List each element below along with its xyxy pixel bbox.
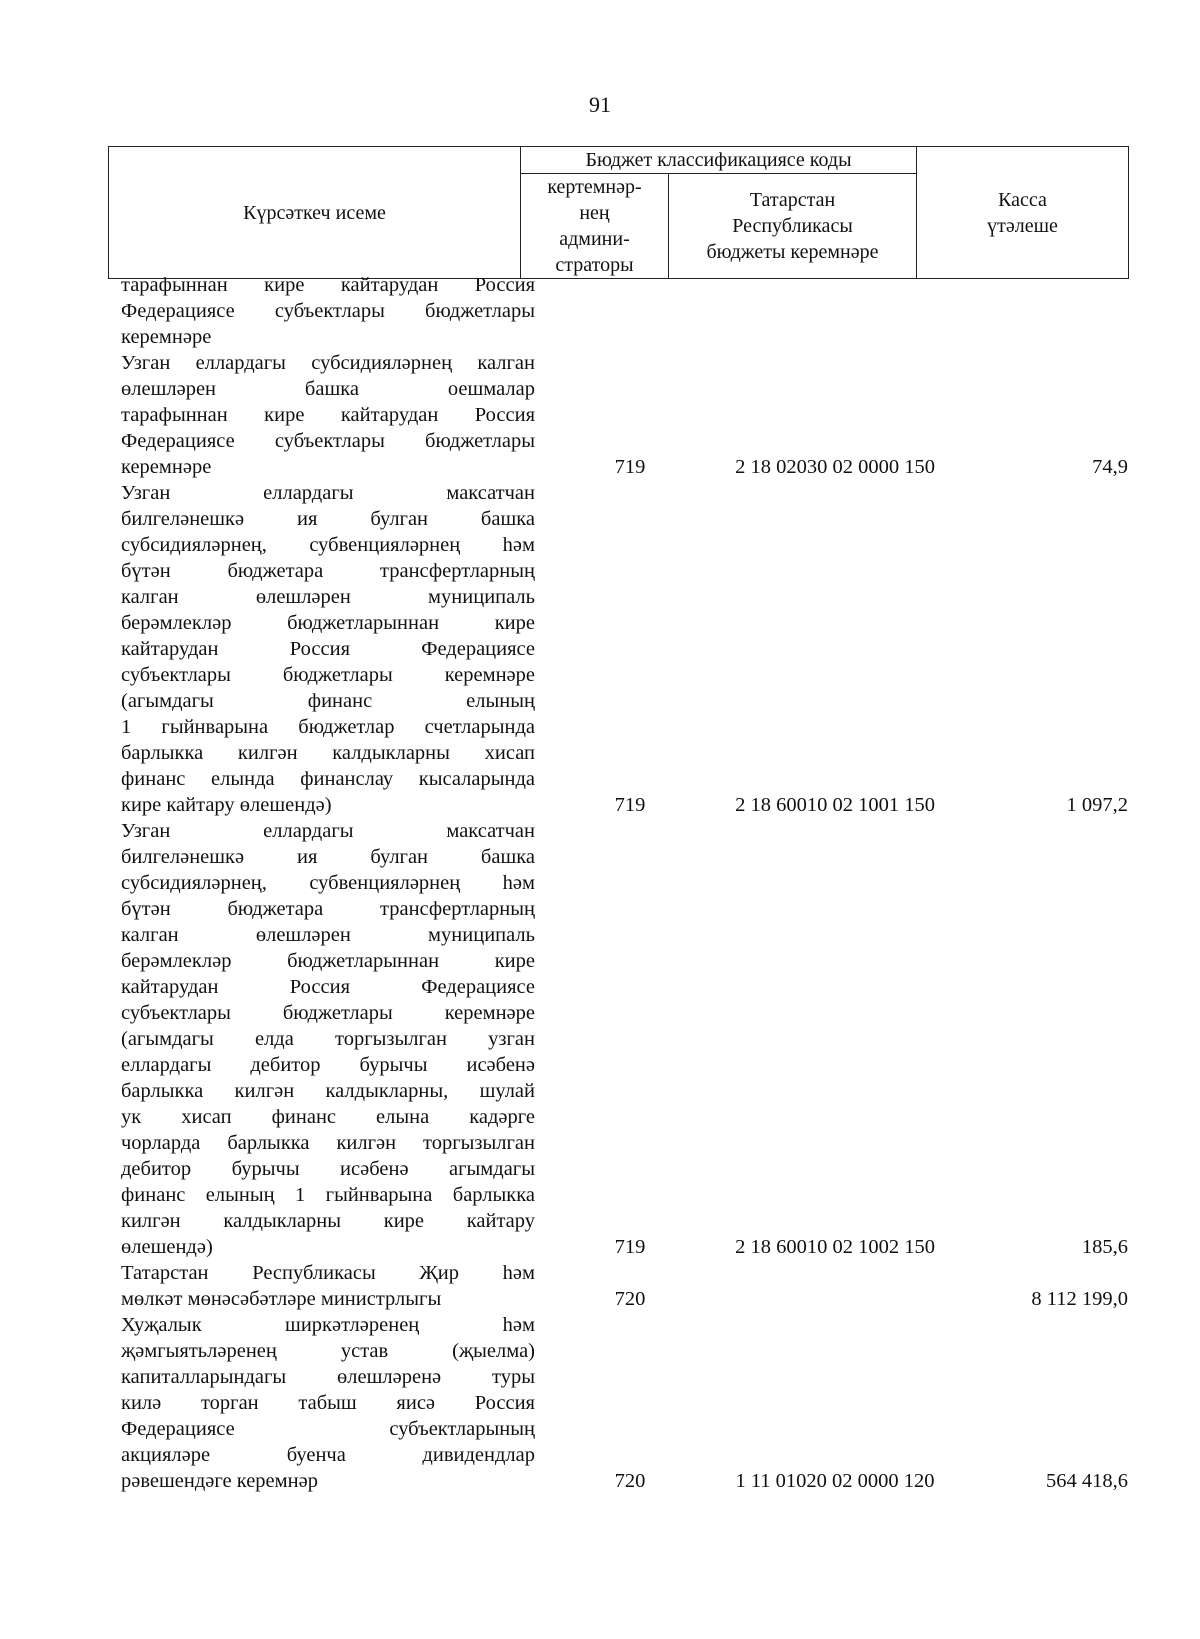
table-header [108,146,1129,279]
row-indicator-line: килгән калдыкларны кире кайтару [121,1210,535,1232]
row-indicator-line: билгеләнешкә ия булган башка [121,508,535,530]
row-indicator-line: барлыкка килгән калдыкларны хисап [121,742,535,764]
row-indicator-line: Хуҗалык ширкәтләренең һәм [121,1314,535,1336]
header-revenue-line-3: бюджеты керемнәре [706,241,879,263]
row-revenue-code: 2 18 02030 02 0000 150 [735,456,935,478]
row-indicator-line: Узган еллардагы субсидияләрнең калган [121,352,535,374]
row-indicator-line: Федерациясе субъектлары бюджетлары [121,430,535,452]
row-indicator-line: субсидияләрнең, субвенцияләрнең һәм [121,872,535,894]
row-indicator-line: өлешендә) [121,1236,213,1258]
row-indicator-line: Татарстан Республикасы Җир һәм [121,1262,535,1284]
row-cash-amount: 1 097,2 [1066,794,1128,816]
row-indicator-line: берәмлекләр бюджетларыннан кире [121,950,535,972]
header-admin-line-4: страторы [555,254,634,276]
header-admin-line-1: кертемнәр- [547,176,642,198]
row-indicator-line: субъектлары бюджетлары керемнәре [121,1002,535,1024]
header-admin-line-3: админи- [559,228,630,250]
row-indicator-line: килә торган табыш яисә Россия [121,1392,535,1414]
row-indicator-line: мөлкәт мөнәсәбәтләре министрлыгы [121,1288,442,1310]
header-admin-line-2: нең [579,202,610,224]
header-budget-code-group: Бюджет классификациясе коды [521,147,917,174]
page-number: 91 [589,92,611,117]
row-indicator-line: Федерациясе субъектлары бюджетлары [121,300,535,322]
row-cash-amount: 74,9 [1092,456,1128,478]
row-indicator-name [121,1312,535,1494]
header-admin-code [521,174,669,279]
header-revenue-code [669,174,917,279]
row-indicator-name [121,350,535,480]
row-indicator-line: бүтән бюджетара трансфертларның [121,898,535,920]
header-cash-execution [917,147,1129,279]
row-indicator-line: калган өлешләрен муниципаль [121,586,535,608]
row-indicator-name [121,1260,535,1312]
row-indicator-line: билгеләнешкә ия булган башка [121,846,535,868]
header-revenue-line-1: Татарстан [749,189,836,211]
row-indicator-line: тарафыннан кире кайтарудан Россия [121,404,535,426]
row-admin-code: 719 [614,1236,646,1258]
row-indicator-line: субсидияләрнең, субвенцияләрнең һәм [121,534,535,556]
row-indicator-line: кире кайтару өлешендә) [121,794,332,816]
row-indicator-line: Федерациясе субъектларының [121,1418,535,1440]
row-indicator-line: финанс елында финанслау кысаларында [121,768,535,790]
header-cash-line-1: Касса [998,188,1047,211]
row-indicator-name [121,272,535,350]
row-indicator-name [121,818,535,1260]
row-indicator-line: акцияләре буенча дивидендлар [121,1444,535,1466]
row-indicator-line: барлыкка килгән калдыкларны, шулай [121,1080,535,1102]
row-indicator-line: рәвешендәге керемнәр [121,1470,318,1492]
row-indicator-name [121,480,535,818]
header-revenue-line-2: Республикасы [732,215,853,237]
row-revenue-code: 2 18 60010 02 1001 150 [735,794,935,816]
row-indicator-line: кайтарудан Россия Федерациясе [121,638,535,660]
row-indicator-line: Узган еллардагы максатчан [121,820,535,842]
row-indicator-line: ук хисап финанс елына кадәрге [121,1106,535,1128]
header-indicator-name: Күрсәткеч исеме [109,147,521,279]
row-indicator-line: керемнәре [121,456,212,478]
row-revenue-code: 1 11 01020 02 0000 120 [735,1470,935,1492]
row-cash-amount: 185,6 [1081,1236,1128,1258]
row-indicator-line: керемнәре [121,326,212,348]
row-cash-amount: 8 112 199,0 [1031,1288,1128,1310]
row-indicator-line: субъектлары бюджетлары керемнәре [121,664,535,686]
row-admin-code: 720 [614,1288,646,1310]
row-indicator-line: бүтән бюджетара трансфертларның [121,560,535,582]
row-indicator-line: финанс елының 1 гыйнварына барлыкка [121,1184,535,1206]
row-admin-code: 719 [614,794,646,816]
row-indicator-line: Узган еллардагы максатчан [121,482,535,504]
row-revenue-code: 2 18 60010 02 1002 150 [735,1236,935,1258]
row-indicator-line: капиталларындагы өлешләренә туры [121,1366,535,1388]
row-indicator-line: (агымдагы елда торгызылган узган [121,1028,535,1050]
row-admin-code: 719 [614,456,646,478]
row-indicator-line: җәмгыятьләренең устав (җыелма) [121,1340,535,1362]
row-indicator-line: 1 гыйнварына бюджетлар счетларында [121,716,535,738]
row-indicator-line: өлешләрен башка оешмалар [121,378,535,400]
row-indicator-line: берәмлекләр бюджетларыннан кире [121,612,535,634]
row-indicator-line: кайтарудан Россия Федерациясе [121,976,535,998]
row-indicator-line: еллардагы дебитор бурычы исәбенә [121,1054,535,1076]
row-cash-amount: 564 418,6 [1046,1470,1128,1492]
header-cash-line-2: үтәлеше [987,214,1058,237]
row-admin-code: 720 [614,1470,646,1492]
row-indicator-line: дебитор бурычы исәбенә агымдагы [121,1158,535,1180]
row-indicator-line: чорларда барлыкка килгән торгызылган [121,1132,535,1154]
row-indicator-line: калган өлешләрен муниципаль [121,924,535,946]
row-indicator-line: тарафыннан кире кайтарудан Россия [121,274,535,296]
row-indicator-line: (агымдагы финанс елының [121,690,535,712]
